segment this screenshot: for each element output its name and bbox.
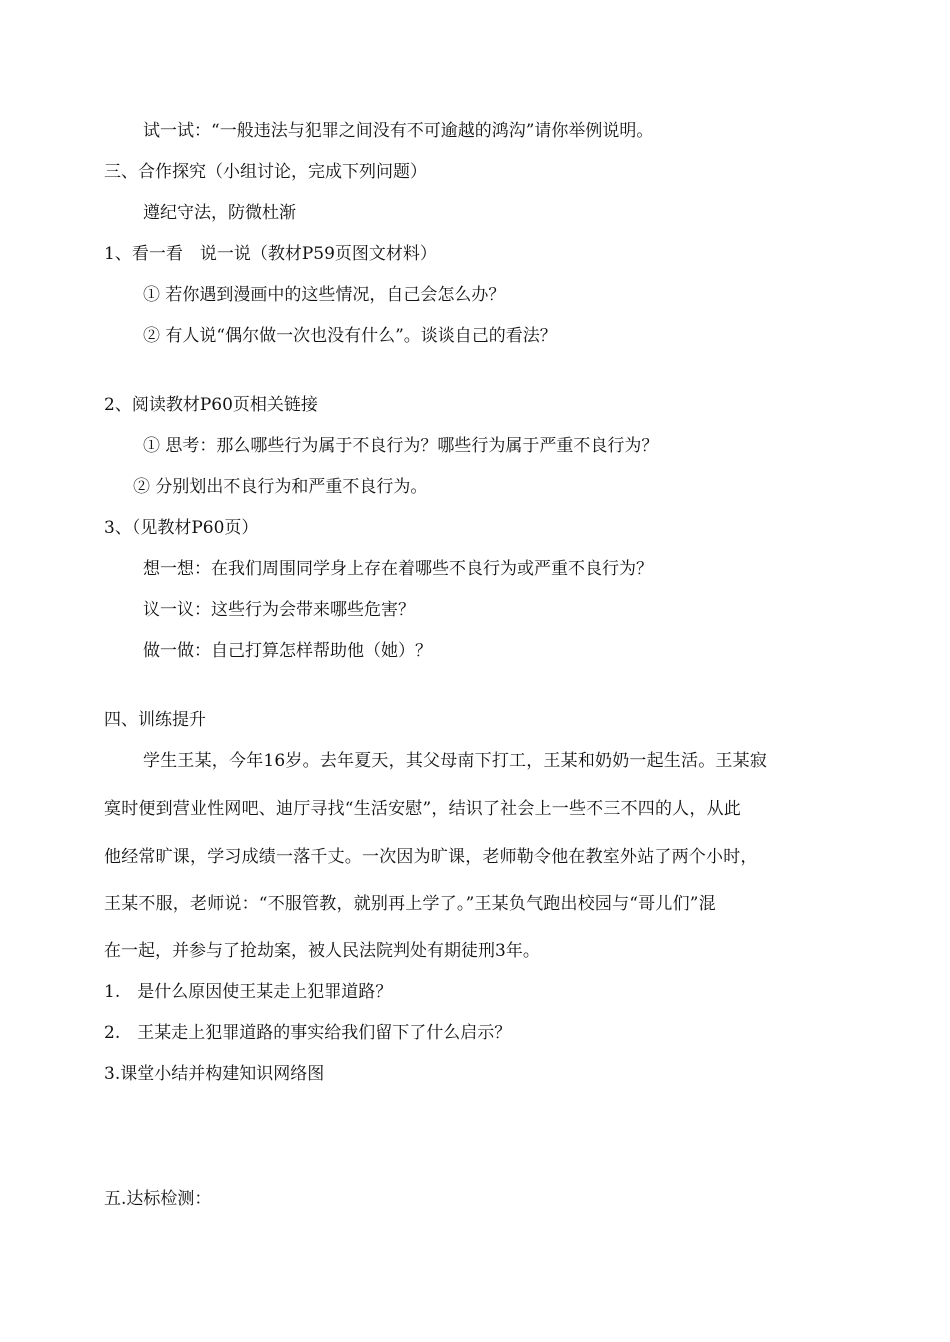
case-paragraph-line-2: 寞时便到营业性网吧、迪厅寻找“生活安慰”，结识了社会上一些不三不四的人，从此: [104, 799, 741, 819]
item-1-heading: 1、看一看 说一说（教材P59页图文材料）: [104, 244, 437, 264]
item-2-question-1: ① 思考：那么哪些行为属于不良行为？哪些行为属于严重不良行为？: [143, 436, 659, 456]
case-paragraph-line-5: 在一起，并参与了抢劫案，被人民法院判处有期徒刑3年。: [104, 941, 540, 961]
case-question-2: 2. 王某走上犯罪道路的事实给我们留下了什么启示？: [104, 1023, 512, 1043]
do-line: 做一做：自己打算怎样帮助他（她）？: [143, 641, 432, 661]
case-question-1: 1. 是什么原因使王某走上犯罪道路？: [104, 982, 393, 1002]
item-3-heading: 3、（见教材P60页）: [104, 518, 259, 538]
discuss-line: 议一议：这些行为会带来哪些危害？: [143, 600, 415, 620]
case-paragraph-line-3: 他经常旷课，学习成绩一落千丈。一次因为旷课，老师勒令他在教室外站了两个小时，: [104, 847, 758, 867]
item-1-question-1: ① 若你遇到漫画中的这些情况，自己会怎么办？: [143, 285, 506, 305]
case-paragraph-line-4: 王某不服，老师说：“不服管教，就别再上学了。”王某负气跑出校园与“哥儿们”混: [104, 894, 716, 914]
item-1-question-2: ② 有人说“偶尔做一次也没有什么”。谈谈自己的看法？: [143, 326, 557, 346]
section-five-heading: 五.达标检测：: [104, 1189, 212, 1209]
case-question-3: 3.课堂小结并构建知识网络图: [104, 1064, 325, 1084]
try-it-line: 试一试：“一般违法与犯罪之间没有不可逾越的鸿沟”请你举例说明。: [143, 121, 654, 141]
item-2-question-2: ② 分别划出不良行为和严重不良行为。: [133, 477, 428, 497]
think-line: 想一想：在我们周围同学身上存在着哪些不良行为或严重不良行为？: [143, 559, 653, 579]
item-2-heading: 2、阅读教材P60页相关链接: [104, 395, 318, 415]
section-three-heading: 三、合作探究（小组讨论，完成下列问题）: [104, 162, 427, 182]
theme-line: 遵纪守法，防微杜渐: [143, 203, 296, 223]
case-paragraph-line-1: 学生王某，今年16岁。去年夏天，其父母南下打工，王某和奶奶一起生活。王某寂: [143, 751, 768, 771]
section-four-heading: 四、训练提升: [104, 710, 206, 730]
